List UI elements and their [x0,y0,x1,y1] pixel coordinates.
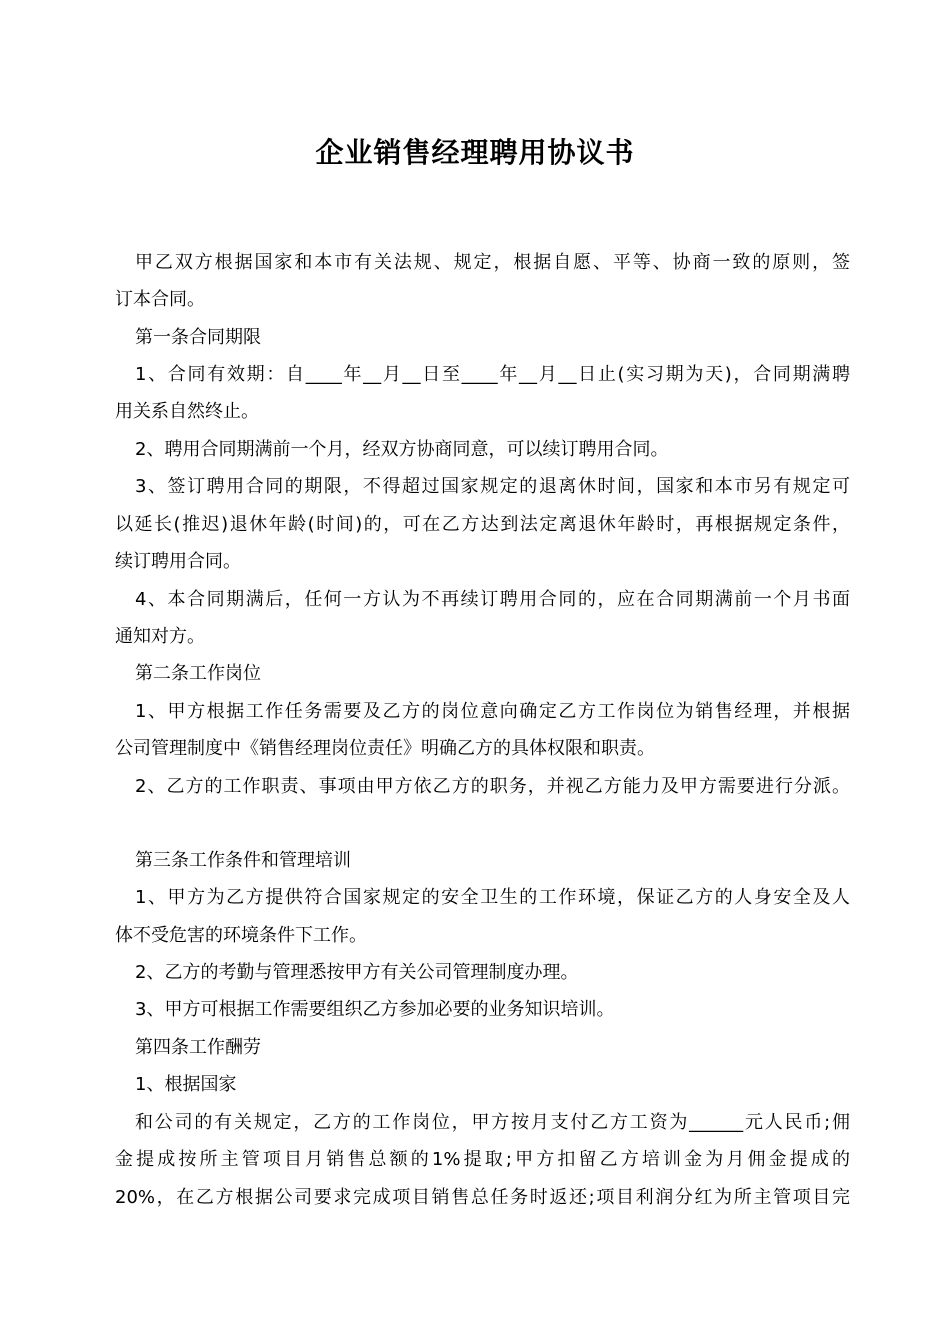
section-heading: 第三条工作条件和管理培训 [135,850,351,871]
paragraph-line: 3、甲方可根据工作需要组织乙方参加必要的业务知识培训。 [135,999,615,1020]
paragraph-line: 订本合同。 [115,289,205,310]
paragraph-line: 20%，在乙方根据公司要求完成项目销售总任务时返还;项目利润分红为所主管项目完 [115,1187,850,1208]
paragraph-line: 通知对方。 [115,626,205,647]
paragraph-line: 1、根据国家 [135,1074,237,1095]
paragraph-line: 金提成按所主管项目月销售总额的1%提取;甲方扣留乙方培训金为月佣金提成的 [115,1149,850,1170]
paragraph-line: 用关系自然终止。 [115,401,259,422]
paragraph-line: 1、甲方为乙方提供符合国家规定的安全卫生的工作环境，保证乙方的人身安全及人 [135,887,850,908]
paragraph-line: 1、合同有效期：自____年__月__日至____年__月__日止(实习期为天)，合同期满聘 [135,364,850,385]
paragraph-line: 和公司的有关规定，乙方的工作岗位，甲方按月支付乙方工资为______元人民币;佣 [135,1112,850,1133]
paragraph-line: 1、甲方根据工作任务需要及乙方的岗位意向确定乙方工作岗位为销售经理，并根据 [135,701,850,722]
paragraph-line: 续订聘用合同。 [115,551,241,572]
section-heading: 第四条工作酬劳 [135,1037,261,1058]
paragraph-line: 2、乙方的工作职责、事项由甲方依乙方的职务，并视乙方能力及甲方需要进行分派。 [135,776,850,797]
paragraph-line: 以延长(推迟)退休年龄(时间)的，可在乙方达到法定离退休年龄时，再根据规定条件， [115,514,850,535]
paragraph-line: 甲乙双方根据国家和本市有关法规、规定，根据自愿、平等、协商一致的原则，签 [135,252,850,273]
paragraph-line: 体不受危害的环境条件下工作。 [115,925,367,946]
document-title: 企业销售经理聘用协议书 [315,136,635,169]
section-heading: 第二条工作岗位 [135,663,261,684]
section-heading: 第一条合同期限 [135,327,261,348]
paragraph-line: 4、本合同期满后，任何一方认为不再续订聘用合同的，应在合同期满前一个月书面 [135,589,850,610]
paragraph-line: 2、乙方的考勤与管理悉按甲方有关公司管理制度办理。 [135,962,579,983]
paragraph-line: 3、签订聘用合同的期限，不得超过国家规定的退离休时间，国家和本市另有规定可 [135,476,850,497]
paragraph-line: 公司管理制度中《销售经理岗位责任》明确乙方的具体权限和职责。 [115,738,655,759]
paragraph-line: 2、聘用合同期满前一个月，经双方协商同意，可以续订聘用合同。 [135,439,669,460]
